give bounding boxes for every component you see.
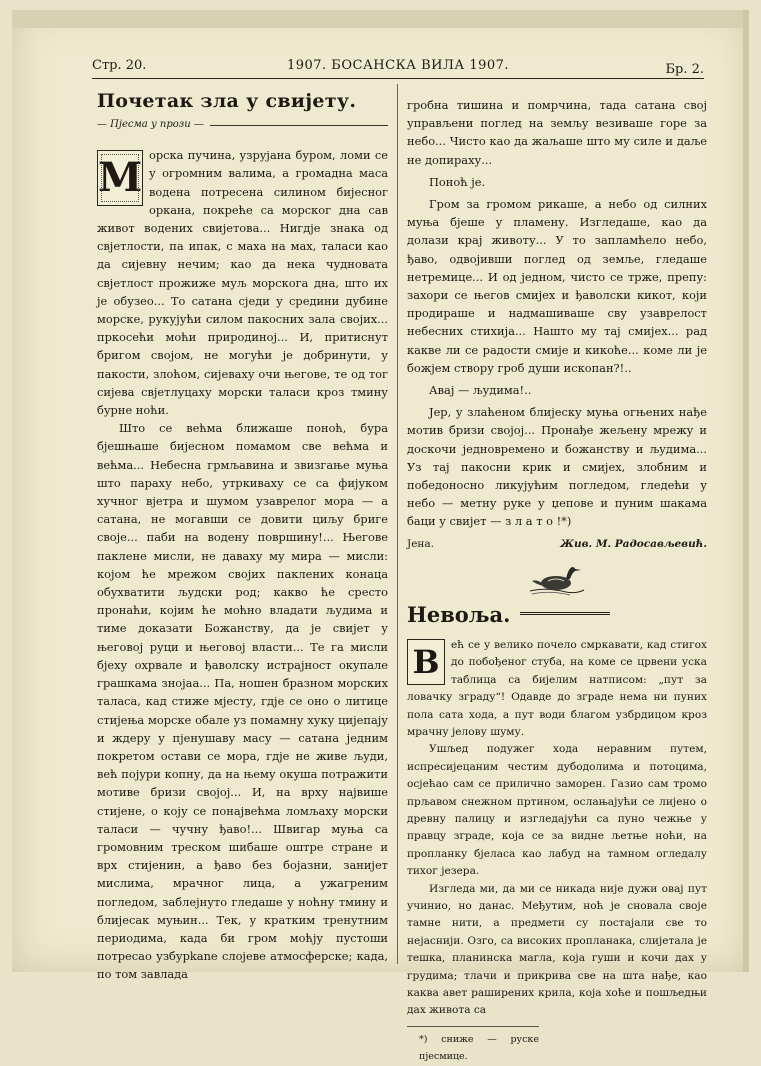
story-body [407, 637, 707, 1066]
bird-vignette-icon [526, 559, 588, 597]
header-rule [92, 78, 704, 79]
section-title: Невоља. [407, 601, 511, 627]
right-column [407, 96, 707, 1066]
section-title-rule [520, 612, 610, 618]
poem-line-midnight: Поноћ је. [429, 174, 486, 189]
signature-row [407, 535, 707, 553]
issue-number: Бр. 2. [665, 62, 704, 77]
poem-paragraph-2: Што се већма ближаше поноћ, бура бјешњаше бијесном помамом све већма и већма... Небесна грмљавина и звизгање муња што параху небо, утркиваху се са фијуком хучног вјетра и шумом узаврелог мора — а сатана, не могавши се довити циљу бриге своје... паби на водену површину!... Његове паклене мисли, не даваху му мира — мисли: којом ће мрежом својих паклених конаца обухватити људски род; какво ће сресто пронаћи, којим ће моћно владати људима и тиме доказати Божанству, да је свијет у његовој руци и његовој власти... Те га мисли бјеху охрвале и ђаволску истрајност окупале грашкама знојаа... Па, ношен бразном морских таласа, кад стиже мјесту, гдје се оно о литице стијења морске обале уз помамну хуку цијепају и ждеру у пјенушаву масу — сатана једним покретом остави се мора, гдје не живе људи, већ појури копну, да на њему окуша потражити мотиве бризи својој... И, на врху највише стијене, о коју се понајвећма ломљаху морски таласи — чучну ђаво!... Швигар муња са громовним треском шибаше оштре стране и врх стијенин, а ђаво без бојазни, занијет мислима, мрачног лица, а ужагреним погледом, заблејнуто гледаше у ноћну тмину и блијесак муњин... Тек, у кратким тренутним периодима, када би гром моћју пустоши потресао узбурkane слојеве атмосферске; када, по том завлада [97, 421, 388, 982]
poem-paragraph-4: Гром за громом рикаше, а небо од силних муња бјеше у пламену. Изгледаше, као да долази крај животу... У то запламћело небо, ђаво, одвојивши поглед од земље, гледаше нетремице... И од једном, чисто се трже, препу: захори се његов смијех и ђаволски кикот, који продираше и надмашиваше сву узаврелост небесних стихија... Нашто му тај смијех... рад какве ли се радости смије и кикоће... коме ли је божјем створу гроб души ископан?!.. [407, 197, 707, 375]
subtitle-rule [210, 125, 388, 126]
poem-paragraph-1: орска пучина, узрујана буром, ломи се у огромним валима, а громадна маса водена потресена силином бијесног оркана, покреће са морског дна сав живот водених свијетова... Нигдје знака од свјетлости, па ипак, с маха на мах, таласи као да сијевну нечим; као да нека чудновата свјетлост прожиже муљ морскога дна, што их је обузео... То сатана сједи у средини дубине морске, рукујући силом пакосних зала својих... пркосећи моћи природиној... И, притиснут бригом својом, не могући је добринути, у пакости, злоћом, сијеваху очи његове, те од тог сијева свјетлуцаху морски таласи кроз тмину бурне ноћи. [97, 148, 388, 418]
poem-title: Почетак зла у свијету. [97, 90, 357, 112]
poem-line-alas: Авај — људима!.. [429, 383, 532, 398]
page-number: Стр. 20. [92, 58, 147, 73]
poem-subtitle-row [97, 116, 388, 134]
story-paragraph-2: Ушљед подужег хода неравним путем, испресијецаним честим дубодолима и потоцима, осјећао сам се прилично заморен. Газио сам тромо прљавом снежном пртином, ослањајући се лијено о древну палицу и изгледајући са пуно чежње у правцу зграде, која се за видне љетње ноћи, на пропланку бјеласа као лабуд на тамном огледалу тихог језера. [407, 743, 707, 878]
section-title-row [407, 601, 707, 629]
running-header [92, 58, 704, 76]
drop-cap-v: В [407, 639, 445, 685]
footnote: *) сниже — руске пјесмице. [407, 1026, 539, 1066]
author-name: Жив. М. Радосављевић. [560, 537, 707, 550]
scan-top-edge [12, 10, 749, 28]
poem-paragraph-3: гробна тишина и помрчина, тада сатана свој управљени поглед на земљу везиваше горе за небо... Чисто као да жаљаше што му силе и даље не допираху... [407, 98, 707, 167]
column-divider [397, 84, 398, 964]
poem-paragraph-5: Јер, у злаћеном блијеску муња огњених нађе мотив бризи својој... Пронађе жељену мрежу и доскочи једновремено и божанству и људима... Уз тај пакосни крик и смијех, злобним и победоносно ликујућим погледом, гледећи у небо — метну руке у џепове и пуним шакама баци у свијет — з л а т о !*) [407, 405, 707, 529]
place-name: Јена. [407, 537, 435, 550]
journal-title: 1907. БОСАНСКА ВИЛА 1907. [286, 58, 510, 73]
story-paragraph-1: ећ се у велико почело смркавати, кад стигох до побођеног стуба, на коме се црвени уска таблица са бијелим натписом: „пут за ловачку зграду“! Одавде до зграде нема ни пуних пола сата хода, а пут води благом узбрдицом кроз мрачну јелову шуму. [407, 638, 707, 738]
poem-subtitle: — Пјесма у прози — [97, 119, 204, 130]
drop-cap-m: М [97, 150, 143, 206]
story-paragraph-3: Изгледа ми, да ми се никада није дужи овај пут учинио, но данас. Међутим, ноћ је сновала своје тамне нити, а предмети су постајали све то нејаснији. Озго, са високих пропланака, слијетала је тешка, планинска магла, која гуши и кочи дах у грудима; тлачи и прикрива све на шта нађе, као каква авет раширених крила, која хоће и пошљедњи дах живота са [407, 882, 707, 1017]
left-column [97, 88, 388, 984]
scan-right-edge [743, 10, 749, 972]
